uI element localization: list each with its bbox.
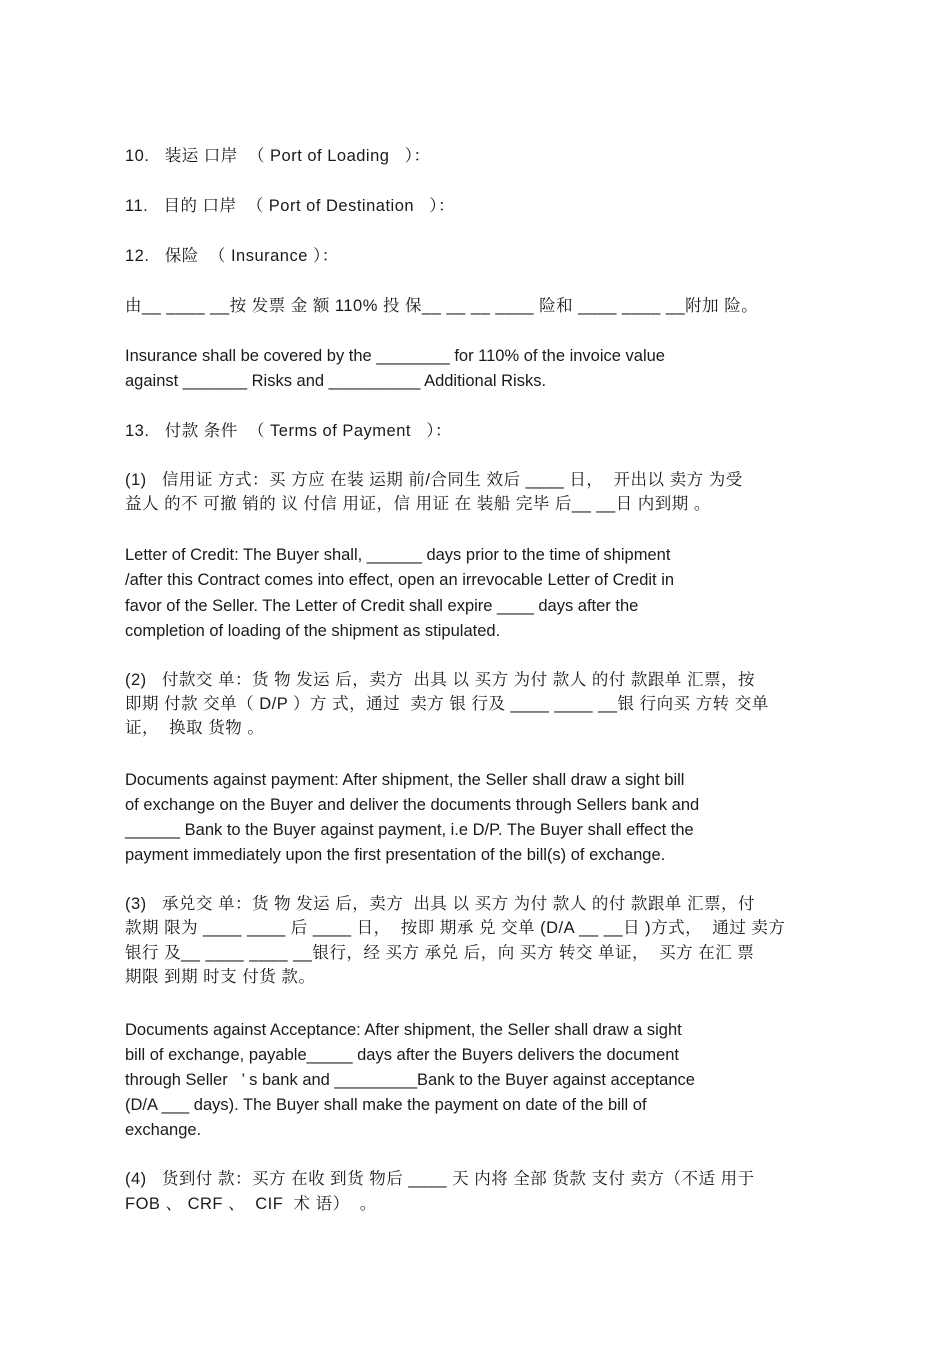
dp-clause-en-line-1: Documents against payment: After shipment, the Seller shall draw a sight bill: [125, 771, 685, 789]
da-clause-cn-line-1: (3) 承兑交 单：货 物 发运 后，卖方 出具 以 买方 为付 款人 的付 款跟单 汇票，付: [125, 895, 756, 913]
port-of-loading-line: 10. 装运 口岸 （ Port of Loading ）：: [125, 147, 431, 165]
da-clause-cn-line-4: 期限 到期 时支 付货 款。: [125, 968, 316, 986]
insurance-clause-en-line-1: Insurance shall be covered by the ________ for 110% of the invoice value: [125, 347, 665, 365]
lc-clause-cn-line-1: (1) 信用证 方式：买 方应 在装 运期 前/合同生 效后 ____ 日， 开出以 卖方 为受: [125, 471, 743, 489]
dp-clause-en-line-3: ______ Bank to the Buyer against payment, i.e D/P. The Buyer shall effect the: [125, 821, 694, 839]
cod-clause-cn-line-2: FOB 、 CRF 、 CIF 术 语） 。: [125, 1195, 377, 1213]
da-clause-cn-line-2: 款期 限为 ____ ____ 后 ____ 日， 按即 期承 兑 交单 (D/A __ __日 )方式， 通过 卖方: [125, 919, 786, 937]
da-clause-en-line-1: Documents against Acceptance: After shipment, the Seller shall draw a sight: [125, 1021, 682, 1039]
dp-clause-en-line-4: payment immediately upon the first presentation of the bill(s) of exchange.: [125, 846, 666, 864]
insurance-clause-en-line-2: against _______ Risks and __________ Additional Risks.: [125, 372, 547, 390]
lc-clause-en-line-2: /after this Contract comes into effect, open an irrevocable Letter of Credit in: [125, 571, 675, 589]
dp-clause-cn-line-2: 即期 付款 交单（ D/P ）方 式，通过 卖方 银 行及 ____ ____ __银 行向买 方转 交单: [125, 695, 769, 713]
dp-clause-en-line-2: of exchange on the Buyer and deliver the documents through Sellers bank and: [125, 796, 700, 814]
cod-clause-cn-line-1: (4) 货到付 款：买方 在收 到货 物后 ____ 天 内将 全部 货款 支付 卖方（不适 用于: [125, 1170, 755, 1188]
dp-clause-cn-line-3: 证， 换取 货物 。: [125, 719, 265, 737]
terms-of-payment-heading: 13. 付款 条件 （ Terms of Payment ）：: [125, 422, 452, 440]
port-of-destination-line: 11. 目的 口岸 （ Port of Destination ）：: [125, 197, 456, 215]
insurance-heading: 12. 保险 （ Insurance ）：: [125, 247, 339, 265]
lc-clause-cn-line-2: 益人 的不 可撤 销的 议 付信 用证，信 用证 在 装船 完毕 后__ __日 内到期 。: [125, 495, 711, 513]
dp-clause-cn-line-1: (2) 付款交 单：货 物 发运 后，卖方 出具 以 买方 为付 款人 的付 款跟单 汇票，按: [125, 671, 756, 689]
da-clause-en-line-3: through Seller ’ s bank and _________Bank to the Buyer against acceptance: [125, 1071, 695, 1089]
da-clause-en-line-5: exchange.: [125, 1121, 202, 1139]
da-clause-en-line-4: (D/A ___ days). The Buyer shall make the payment on date of the bill of: [125, 1096, 647, 1114]
lc-clause-en-line-4: completion of loading of the shipment as stipulated.: [125, 622, 501, 640]
da-clause-en-line-2: bill of exchange, payable_____ days after the Buyers delivers the document: [125, 1046, 680, 1064]
lc-clause-en-line-3: favor of the Seller. The Letter of Credit shall expire ____ days after the: [125, 597, 639, 615]
insurance-clause-cn: 由__ ____ __按 发票 金 额 110% 投 保__ __ __ ____ 险和 ____ ____ __附加 险。: [125, 297, 759, 315]
da-clause-cn-line-3: 银行 及__ ____ ____ __银行，经 买方 承兑 后，向 买方 转交 单证， 买方 在汇 票: [125, 944, 755, 962]
lc-clause-en-line-1: Letter of Credit: The Buyer shall, ______ days prior to the time of shipment: [125, 546, 671, 564]
